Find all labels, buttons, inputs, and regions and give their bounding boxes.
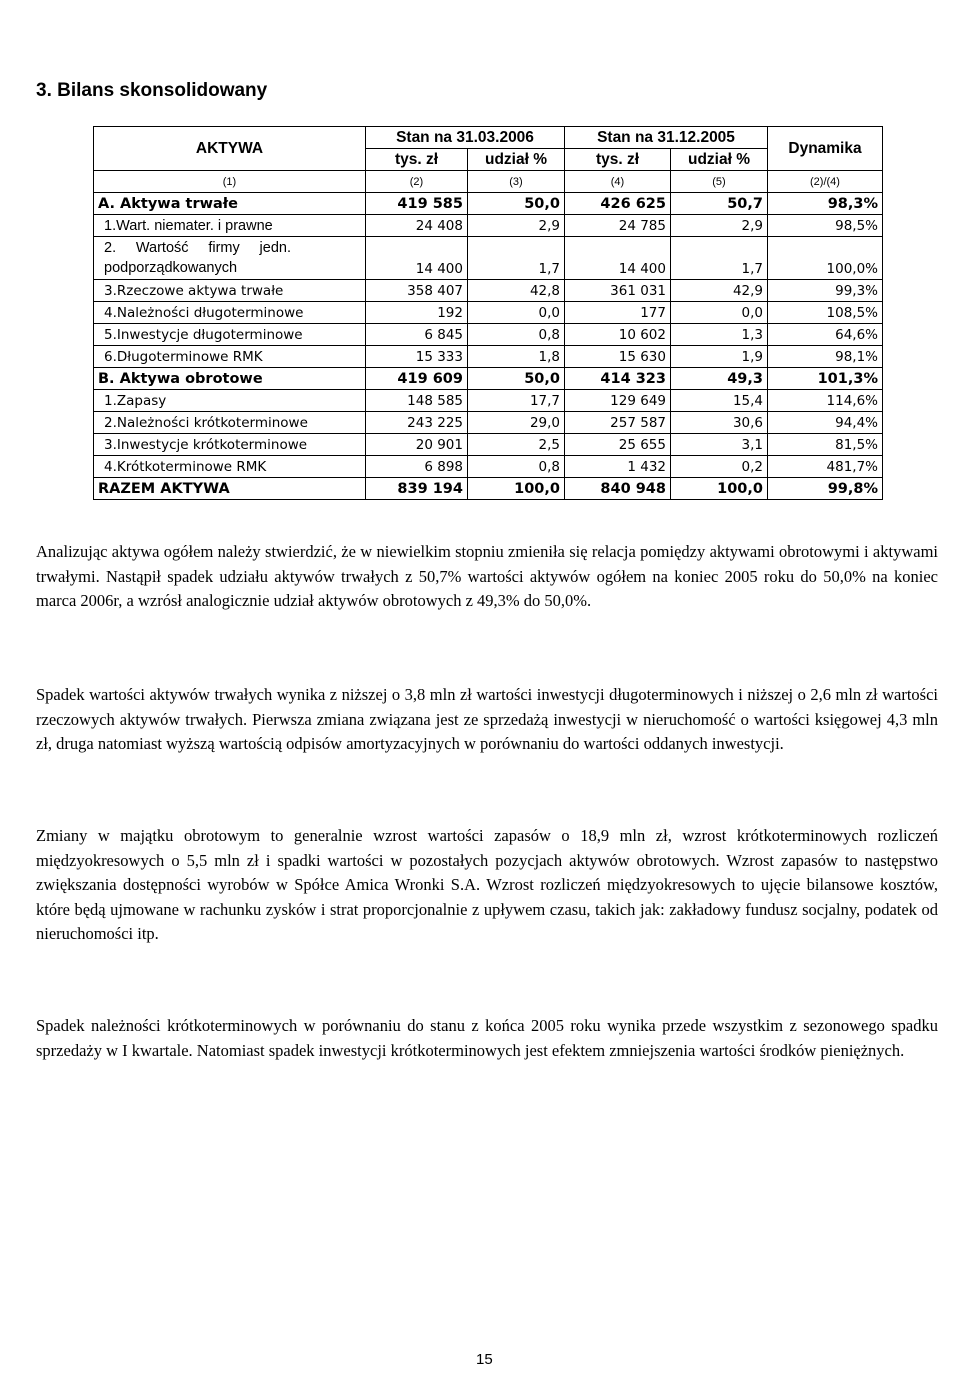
cell-share-2005: 30,6 xyxy=(671,412,768,434)
colnum: (4) xyxy=(565,171,671,193)
row-label: 3.Rzeczowe aktywa trwałe xyxy=(94,280,366,302)
row-label: B. Aktywa obrotowe xyxy=(94,368,366,390)
header-udzial-2006: udział % xyxy=(468,149,565,171)
cell-value-2005: 257 587 xyxy=(565,412,671,434)
cell-share-2005: 0,2 xyxy=(671,456,768,478)
cell-value-2006: 15 333 xyxy=(366,346,468,368)
cell-value-2005: 177 xyxy=(565,302,671,324)
cell-dynamika: 98,3% xyxy=(768,193,883,215)
header-dynamika: Dynamika xyxy=(768,127,883,171)
table-row xyxy=(94,237,883,280)
row-label xyxy=(94,237,366,280)
page-title: 3. Bilans skonsolidowany xyxy=(36,80,268,101)
cell-value-2005: 414 323 xyxy=(565,368,671,390)
table-row xyxy=(94,215,883,237)
cell-value-2005: 426 625 xyxy=(565,193,671,215)
cell-dynamika: 99,8% xyxy=(768,478,883,500)
cell-share-2005: 3,1 xyxy=(671,434,768,456)
cell-dynamika: 64,6% xyxy=(768,324,883,346)
cell-dynamika: 100,0% xyxy=(768,237,883,280)
row-label-part: Wartość xyxy=(135,240,189,256)
cell-value-2005: 129 649 xyxy=(565,390,671,412)
table-row xyxy=(94,302,883,324)
row-label: 3.Inwestycje krótkoterminowe xyxy=(94,434,366,456)
cell-share-2005: 1,7 xyxy=(671,237,768,280)
row-label: 1.Wart. niemater. i prawne xyxy=(94,215,366,237)
cell-value-2006: 6 845 xyxy=(366,324,468,346)
cell-value-2006: 20 901 xyxy=(366,434,468,456)
table-header-row xyxy=(94,127,883,149)
table-row xyxy=(94,368,883,390)
table-row xyxy=(94,193,883,215)
row-label: 6.Długoterminowe RMK xyxy=(94,346,366,368)
cell-dynamika: 94,4% xyxy=(768,412,883,434)
table-row xyxy=(94,434,883,456)
cell-value-2006: 419 609 xyxy=(366,368,468,390)
column-number-row xyxy=(94,171,883,193)
cell-share-2006: 0,8 xyxy=(468,324,565,346)
cell-value-2005: 25 655 xyxy=(565,434,671,456)
cell-share-2006: 50,0 xyxy=(468,193,565,215)
row-label: A. Aktywa trwałe xyxy=(94,193,366,215)
paragraph-3: Zmiany w majątku obrotowym to generalnie wzrost wartości zapasów o 18,9 mln zł, wzrost krótkoterminowych rozliczeń międzyokresowych o 5,5 mln zł i spadki wartości w pozostałych pozycjach aktywów obrotowych. Wzrost zapasów to następstwo zwiększania dostępności wyrobów w Spółce Amica Wronki S.A. Wzrost rozliczeń międzyokresowych to ujęcie bilansowe kosztów, które będą ujmowane w rachunku zysków i strat proporcjonalnie z upływem czasu, takich jak: zakładowy fundusz socjalny, podatek od nieruchomości itp. xyxy=(36,826,938,943)
table-row xyxy=(94,346,883,368)
paragraph-4: Spadek należności krótkoterminowych w porównaniu do stanu z końca 2005 roku wynika przede wszystkim z sezonowego spadku sprzedaży w I kwartale. Natomiast spadek inwestycji krótkoterminowych jest efektem zmniejszenia wartości środków pieniężnych. xyxy=(36,1016,938,1060)
cell-share-2005: 15,4 xyxy=(671,390,768,412)
cell-value-2005: 361 031 xyxy=(565,280,671,302)
cell-value-2006: 148 585 xyxy=(366,390,468,412)
cell-value-2005: 10 602 xyxy=(565,324,671,346)
cell-share-2006: 100,0 xyxy=(468,478,565,500)
cell-value-2005: 840 948 xyxy=(565,478,671,500)
row-label: 1.Zapasy xyxy=(94,390,366,412)
cell-value-2005: 14 400 xyxy=(565,237,671,280)
row-label: 2.Należności krótkoterminowe xyxy=(94,412,366,434)
cell-share-2006: 29,0 xyxy=(468,412,565,434)
table-row xyxy=(94,412,883,434)
paragraph-2: Spadek wartości aktywów trwałych wynika z niższej o 3,8 mln zł wartości inwestycji długoterminowych i niższej o 2,6 mln zł wartości rzeczowych aktywów trwałych. Pierwsza zmiana związana jest ze sprzedażą inwestycji w nieruchomość o wartości księgowej 4,3 mln zł, druga natomiast wyższą wartością odpisów amortyzacyjnych w porównaniu do wartości oddanych inwestycji. xyxy=(36,685,938,753)
row-label-part: firmy xyxy=(208,240,240,256)
colnum: (1) xyxy=(94,171,366,193)
cell-value-2006: 243 225 xyxy=(366,412,468,434)
cell-share-2005: 100,0 xyxy=(671,478,768,500)
cell-share-2005: 42,9 xyxy=(671,280,768,302)
cell-share-2006: 50,0 xyxy=(468,368,565,390)
cell-value-2006: 192 xyxy=(366,302,468,324)
cell-dynamika: 481,7% xyxy=(768,456,883,478)
header-stan-2006: Stan na 31.03.2006 xyxy=(366,127,565,149)
cell-value-2006: 14 400 xyxy=(366,237,468,280)
cell-share-2006: 17,7 xyxy=(468,390,565,412)
row-label: 5.Inwestycje długoterminowe xyxy=(94,324,366,346)
paragraph-1: Analizując aktywa ogółem należy stwierdzić, że w niewielkim stopniu zmieniła się relacja pomiędzy aktywami obrotowymi i aktywami trwałymi. Nastąpił spadek udziału aktywów trwałych z 50,7% wartości aktywów ogółem na koniec 2005 roku do 50,0% na koniec marca 2006r, a wzrósł analogicznie udział aktywów obrotowych z 49,3% do 50,0%. xyxy=(36,542,938,610)
cell-dynamika: 98,1% xyxy=(768,346,883,368)
page-number: 15 xyxy=(476,1351,493,1368)
table-total-row xyxy=(94,478,883,500)
cell-dynamika: 101,3% xyxy=(768,368,883,390)
cell-share-2005: 1,3 xyxy=(671,324,768,346)
row-label-part: jedn. xyxy=(259,240,291,256)
cell-share-2006: 0,0 xyxy=(468,302,565,324)
cell-value-2006: 419 585 xyxy=(366,193,468,215)
table-row xyxy=(94,456,883,478)
table-row xyxy=(94,280,883,302)
cell-value-2005: 24 785 xyxy=(565,215,671,237)
cell-share-2006: 1,7 xyxy=(468,237,565,280)
header-tys-2006: tys. zł xyxy=(366,149,468,171)
cell-value-2006: 6 898 xyxy=(366,456,468,478)
cell-share-2006: 1,8 xyxy=(468,346,565,368)
cell-share-2006: 42,8 xyxy=(468,280,565,302)
header-aktywa: AKTYWA xyxy=(94,127,366,171)
cell-value-2005: 15 630 xyxy=(565,346,671,368)
header-udzial-2005: udział % xyxy=(671,149,768,171)
header-tys-2005: tys. zł xyxy=(565,149,671,171)
cell-value-2005: 1 432 xyxy=(565,456,671,478)
cell-dynamika: 108,5% xyxy=(768,302,883,324)
table-row xyxy=(94,324,883,346)
cell-dynamika: 98,5% xyxy=(768,215,883,237)
cell-share-2005: 49,3 xyxy=(671,368,768,390)
cell-value-2006: 24 408 xyxy=(366,215,468,237)
cell-share-2005: 2,9 xyxy=(671,215,768,237)
cell-dynamika: 114,6% xyxy=(768,390,883,412)
colnum: (2)/(4) xyxy=(768,171,883,193)
colnum: (3) xyxy=(468,171,565,193)
cell-dynamika: 99,3% xyxy=(768,280,883,302)
header-stan-2005: Stan na 31.12.2005 xyxy=(565,127,768,149)
cell-share-2006: 0,8 xyxy=(468,456,565,478)
cell-share-2005: 50,7 xyxy=(671,193,768,215)
cell-share-2006: 2,9 xyxy=(468,215,565,237)
cell-share-2006: 2,5 xyxy=(468,434,565,456)
colnum: (5) xyxy=(671,171,768,193)
table-row xyxy=(94,390,883,412)
cell-share-2005: 1,9 xyxy=(671,346,768,368)
cell-share-2005: 0,0 xyxy=(671,302,768,324)
row-label-part: 2. xyxy=(104,240,117,256)
balance-sheet-table xyxy=(93,126,883,500)
cell-value-2006: 839 194 xyxy=(366,478,468,500)
row-label-part: podporządkowanych xyxy=(104,260,238,276)
cell-value-2006: 358 407 xyxy=(366,280,468,302)
row-label: 4.Krótkoterminowe RMK xyxy=(94,456,366,478)
row-label: 4.Należności długoterminowe xyxy=(94,302,366,324)
colnum: (2) xyxy=(366,171,468,193)
row-label: RAZEM AKTYWA xyxy=(94,478,366,500)
cell-dynamika: 81,5% xyxy=(768,434,883,456)
